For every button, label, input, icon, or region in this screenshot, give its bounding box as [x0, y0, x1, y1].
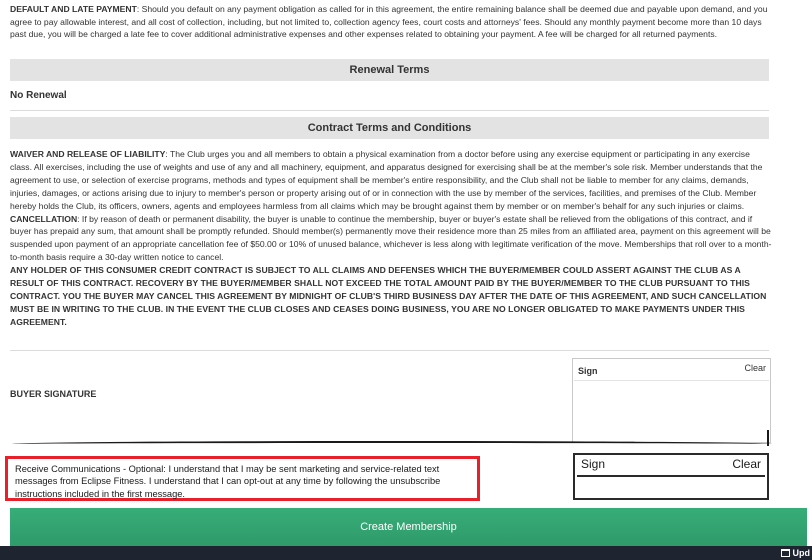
cancellation-text: : If by reason of death or permanent disability, the buyer is unable to continue the membership, buyer or buyer's estate shall be relieved from the obligations of this contract, and if buyer has prepaid any sum, that amount shall be promptly refunded. Should member(s) permanently move their residence more than 25 miles from an affiliated area, payment on this agreement will be suspended upon payment of an appropriate cancellation fee of $50.00 or 10% of unused balance, whichever is less along with legitimate verification of the move. Memberships that roll over to a month-to-month basis require a 30-day written notice to cancel.: [10, 213, 772, 263]
receive-communications-text: Receive Communications - Optional: I understand that I may be sent marketing and service-related text messages from Eclipse Fitness. I understand that I can opt-out at any time by following the unsubscribe instructions included in the first message.: [15, 464, 441, 499]
update-indicator[interactable]: [781, 546, 812, 560]
update-label: Upd: [792, 548, 810, 558]
holder-notice: ANY HOLDER OF THIS CONSUMER CREDIT CONTRACT IS SUBJECT TO ALL CLAIMS AND DEFENSES WHICH THE BUYER/MEMBER COULD ASSERT AGAINST THE CLUB AS A RESULT OF THIS CONTRACT. RECOVERY BY THE BUYER/MEMBER SHALL NOT EXCEED THE TOTAL AMOUNT PAID BY THE BUYER/MEMBER TO THE CLUB PURSUANT TO THIS CONTRACT. YOU THE BUYER MAY CANCEL THIS AGREEMENT BY MIDNIGHT OF CLUB'S THIRD BUSINESS DAY AFTER THE DATE OF THIS AGREEMENT, AND SUCH CANCELLATION MUST BE IN WRITING TO THE CLUB. IN THE EVENT THE CLUB CLOSES AND CEASES DOING BUSINESS, YOU ARE NO LONGER OBLIGATED TO MAKE PAYMENTS UNDER THIS AGREEMENT.: [10, 265, 767, 327]
signature-divider: [577, 475, 765, 477]
divider: [10, 350, 769, 351]
communications-signature-pad[interactable]: [573, 453, 769, 500]
taskbar: [0, 546, 812, 560]
renewal-terms-header: Renewal Terms: [10, 59, 769, 81]
annotation-stroke: [12, 441, 772, 447]
sign-label: Sign: [581, 457, 606, 471]
signature-divider: [574, 380, 769, 381]
default-payment-paragraph: [10, 3, 772, 41]
default-payment-heading: DEFAULT AND LATE PAYMENT: [10, 4, 137, 14]
clear-signature-button[interactable]: Clear: [744, 363, 766, 373]
renewal-value: No Renewal: [10, 90, 67, 101]
sign-label: Sign: [578, 366, 598, 376]
receive-communications-highlight: [5, 456, 480, 501]
waiver-text: : The Club urges you and all members to obtain a physical examination from a doctor before using any exercise equipment or participating in any exercise class. All exercises, including the use of weights and use of any and all machinery, equipment, and apparatus designed for exercising shall be at the member's sole risk. Member understands that the agreement to use, or selection of exercise programs, methods and types of equipment shall be member's entire responsibility, and the Club shall not be liable to member for any claims, demands, injuries, damages, or actions arising due to injury to member's person or property arising out of or in connection with the use by member of the services, facilities, and premises of the Club. Member hereby holds the Club, its officers, owners, agents and employees harmless from all claims which may be brought against them by member or on member's behalf for any such injuries or claims.: [10, 149, 763, 211]
contract-terms-header: Contract Terms and Conditions: [10, 117, 769, 139]
calendar-icon: [781, 549, 790, 557]
contract-terms-body: [10, 148, 772, 329]
divider: [10, 110, 769, 111]
waiver-heading: WAIVER AND RELEASE OF LIABILITY: [10, 149, 166, 159]
waiver-paragraph: [10, 148, 772, 213]
annotation-stroke: [767, 430, 769, 446]
clear-signature-button[interactable]: Clear: [732, 457, 761, 471]
cancellation-heading: CANCELLATION: [10, 213, 78, 224]
buyer-signature-label: BUYER SIGNATURE: [10, 389, 97, 399]
cancellation-paragraph: [10, 213, 772, 265]
create-membership-button[interactable]: Create Membership: [10, 508, 807, 546]
default-payment-text: : Should you default on any payment obligation as called for in this agreement, the entire remaining balance shall be deemed due and payable upon demand, and you agree to pay allowable interest, and all cost of collection, including, but not limited to, collection agency fees, court costs and attorneys' fees. Should any monthly payment become more than 10 days past due, you will be charged a late fee to cover additional administrative expenses and other expenses related to obtaining your payment. A fee will be charged for all returned payments.: [10, 4, 768, 40]
buyer-signature-pad[interactable]: [572, 358, 771, 443]
